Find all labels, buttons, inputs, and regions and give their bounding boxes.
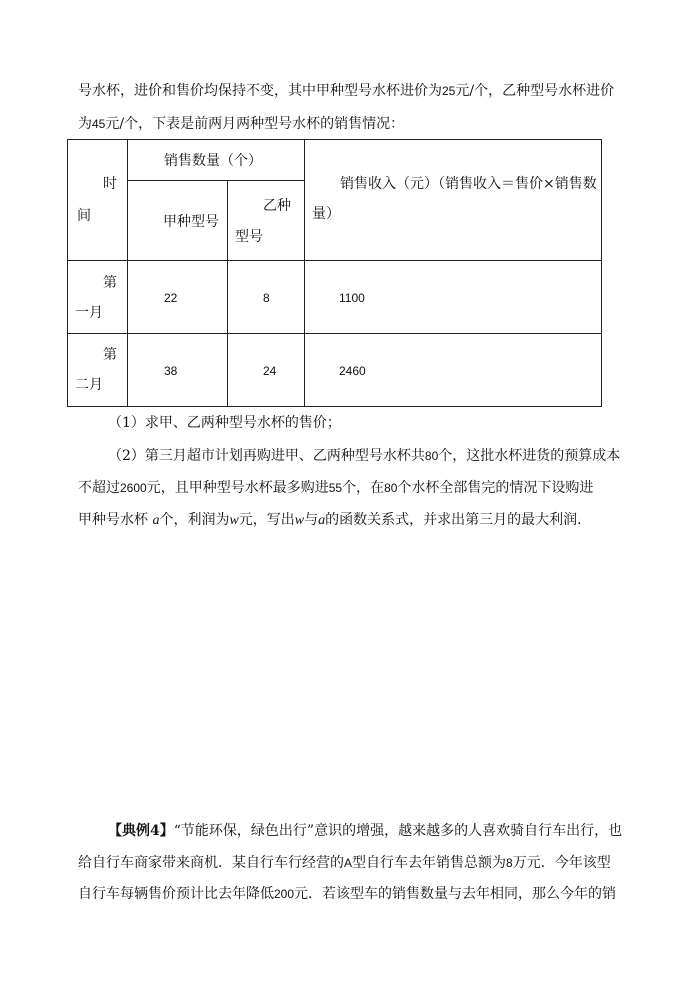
cell-type-a: 38 <box>164 364 178 378</box>
row-label-line-1: 第 <box>103 347 117 363</box>
table-rule <box>127 180 304 181</box>
table-border-bottom <box>67 406 602 407</box>
header-income-line-2: 量） <box>312 206 340 222</box>
table-border-right <box>601 139 602 407</box>
row-label-line-2: 一月 <box>75 305 103 321</box>
text-segment: 号水杯，进价和售价均保持不变，其中甲种型号水杯进价为 <box>78 83 442 99</box>
table-rule <box>67 260 602 261</box>
text-segment: 元．若该型车的销售数量与去年相同，那么今年的销 <box>294 886 617 902</box>
header-type-b-line-1: 乙种 <box>263 198 291 214</box>
text-segment: “节能环保，绿色出行”意识的增强，越来越多的人喜欢骑自行车出行，也 <box>173 823 623 839</box>
cell-type-b: 24 <box>263 364 277 378</box>
text-segment: 自行车每辆售价预计比去年降低 <box>78 886 274 902</box>
header-time-line-2: 间 <box>77 208 91 224</box>
example-tag: 【典例4】 <box>108 823 174 839</box>
variable-w: w <box>229 513 239 528</box>
number: 55 <box>328 481 343 495</box>
example-4-line-1 <box>108 822 622 840</box>
paragraph-line-2 <box>78 115 404 133</box>
paragraph-line-1 <box>78 82 614 100</box>
number: 8 <box>506 856 513 870</box>
text-segment: 个，这批水杯进货的预算成本 <box>438 448 621 464</box>
text-segment: 与 <box>304 512 319 528</box>
cell-income: 1100 <box>339 291 365 305</box>
row-label-line-1: 第 <box>103 275 117 291</box>
text-segment: 元，且甲种型号水杯最多购进 <box>146 480 329 496</box>
table-rule <box>127 139 128 407</box>
text-segment: 为 <box>78 116 92 132</box>
text-segment: 万元．今年该型 <box>512 855 611 871</box>
text-segment: 个，利润为 <box>159 512 230 528</box>
text-segment: 不超过 <box>78 480 120 496</box>
text-segment: 甲种号水杯 <box>78 512 148 528</box>
table-border-top <box>67 139 602 140</box>
text-segment: 元/个，下表是前两月两种型号水杯的销售情况： <box>105 116 405 132</box>
cell-income: 2460 <box>339 364 366 378</box>
text-segment: 个水杯全部售完的情况下设购进 <box>397 480 594 496</box>
question-1: （1）求甲、乙两种型号水杯的售价； <box>108 415 341 431</box>
question-2-line-1 <box>108 447 620 465</box>
number: 80 <box>384 481 398 495</box>
variable-a: a <box>318 513 326 528</box>
text-segment: 元/个，乙种型号水杯进价 <box>455 83 615 99</box>
text-segment: 的函数关系式，并求出第三月的最大利润. <box>325 512 582 528</box>
cell-type-b: 8 <box>263 291 270 305</box>
cell-type-a: 22 <box>164 291 178 305</box>
variable-w: w <box>294 513 305 528</box>
question-2-line-2 <box>78 479 593 497</box>
table-rule <box>227 180 228 407</box>
header-quantity: 销售数量（个） <box>164 153 262 169</box>
header-time-line-1: 时 <box>103 176 117 192</box>
number: 80 <box>424 449 439 463</box>
text-segment: 给自行车商家带来商机．某自行车行经营的 <box>78 855 344 871</box>
text-segment: 型自行车去年销售总额为 <box>352 855 507 871</box>
sales-table <box>67 139 602 407</box>
number: 200 <box>274 887 295 901</box>
table-border-left <box>67 139 68 407</box>
header-type-a: 甲种型号 <box>163 214 219 230</box>
number: 2600 <box>120 481 147 495</box>
variable-a-type: A <box>344 856 353 870</box>
table-rule <box>304 139 305 407</box>
number: 25 <box>442 84 456 98</box>
text-segment: 个，在 <box>342 480 385 496</box>
text-segment: 元，写出 <box>238 512 295 528</box>
example-4-line-3 <box>78 885 616 903</box>
header-income-line-1: 销售收入（元）（销售收入＝售价×销售数 <box>340 176 597 192</box>
question-2-line-3 <box>78 511 582 530</box>
header-type-b-line-2: 型号 <box>235 229 263 245</box>
row-label-line-2: 二月 <box>75 377 103 393</box>
number: 45 <box>92 117 106 131</box>
table-rule <box>67 333 602 334</box>
text-segment: （2）第三月超市计划再购进甲、乙两种型号水杯共 <box>108 448 425 464</box>
example-4-line-2 <box>78 854 611 872</box>
variable-a: a <box>152 513 160 528</box>
